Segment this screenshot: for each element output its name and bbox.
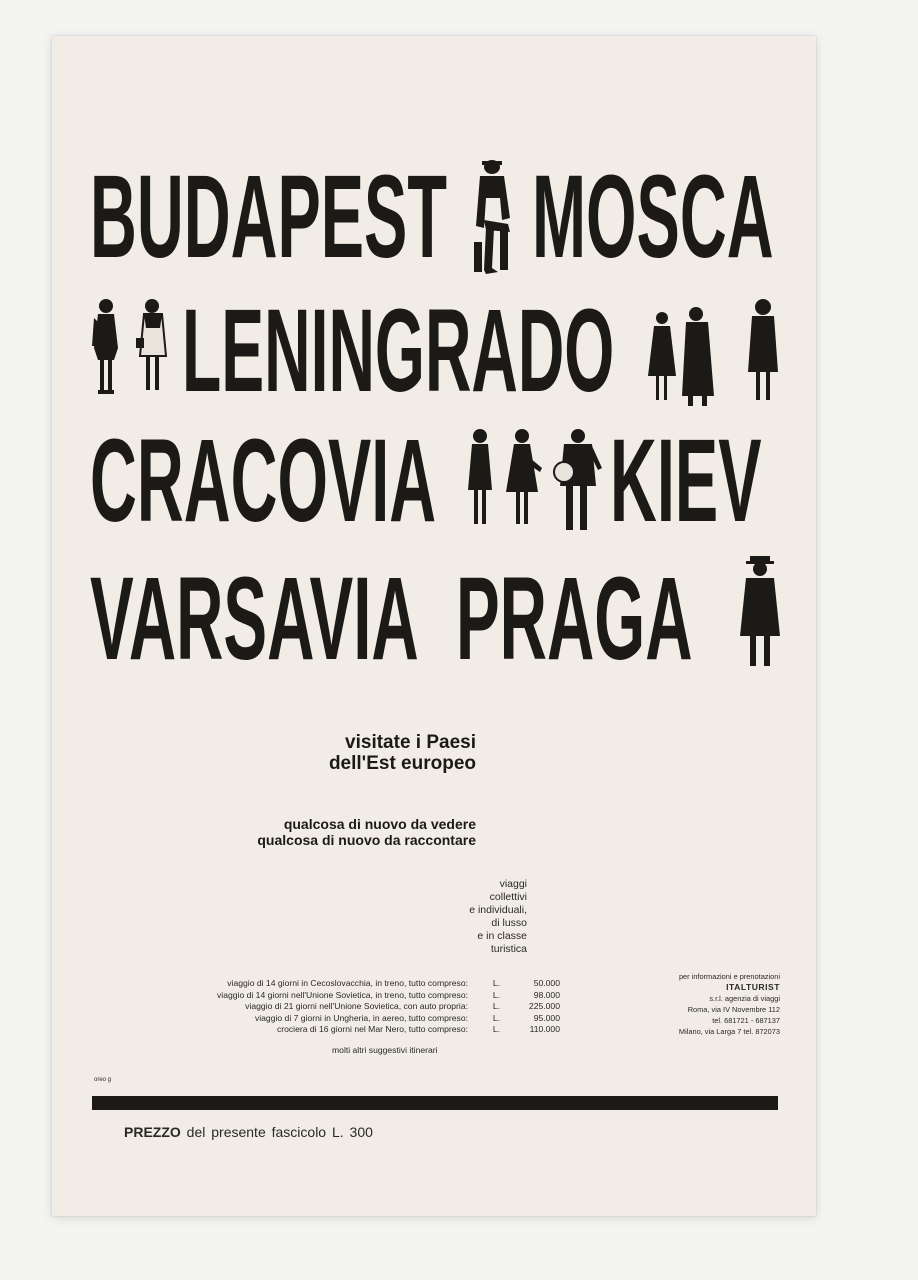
slogan-line2: dell'Est europeo (328, 753, 476, 774)
city-kiev: KIEV (610, 415, 762, 547)
slogan-line1: visitate i Paesi (345, 732, 476, 753)
offer-row (112, 1001, 560, 1013)
agency-rome-phone: tel. 681721 - 687137 (712, 1016, 780, 1025)
offer-row (112, 1024, 560, 1036)
offer-description: viaggio di 14 giorni in Cecoslovacchia, in treno, tutto compreso: (227, 978, 468, 988)
slogan-line4: qualcosa di nuovo da raccontare (257, 832, 476, 848)
woman-figure-icon (92, 298, 122, 396)
man-coat-hat-figure-icon (738, 556, 782, 670)
list-item: turistica (490, 943, 527, 955)
woman-coat-figure-icon (746, 298, 780, 404)
slogan-line3: qualcosa di nuovo da vedere (283, 816, 476, 832)
price-label: PREZZO (124, 1124, 181, 1140)
city-varsavia: VARSAVIA (90, 553, 419, 685)
woman-with-bag-figure-icon (136, 298, 170, 396)
offer-currency: L. (492, 1024, 500, 1035)
agency-brand: ITALTURIST (726, 982, 780, 992)
man-with-ball-figure-icon (550, 428, 604, 534)
offer-row (112, 978, 560, 990)
offer-row (112, 990, 560, 1002)
offer-currency: L. (492, 1012, 500, 1023)
mother-child-figure-icon (648, 306, 718, 406)
travel-types-list (417, 878, 527, 956)
list-item: viaggi (499, 878, 527, 890)
offer-description: viaggio di 14 giorni nell'Unione Sovietica, in treno, tutto compreso: (216, 989, 468, 1000)
offer-row (112, 1013, 560, 1025)
price-line (124, 1124, 373, 1140)
more-itineraries: molti altri suggestivi itinerari (332, 1045, 438, 1055)
list-item: di lusso (491, 917, 527, 929)
divider-bar (92, 1096, 778, 1110)
slogan-visitate (222, 732, 476, 774)
city-praga: PRAGA (456, 553, 693, 685)
offer-description: viaggio di 7 giorni in Ungheria, in aereo, tutto compreso: (254, 1012, 468, 1023)
city-cracovia: CRACOVIA (90, 415, 437, 547)
city-leningrado: LENINGRADO (182, 285, 615, 417)
agency-rome-address: Roma, via IV Novembre 112 (687, 1005, 780, 1014)
list-item: e individuali, (469, 904, 527, 916)
price-text: del presente fascicolo L. 300 (186, 1124, 373, 1140)
offer-amount: 225.000 (528, 1001, 560, 1012)
offer-currency: L. (492, 1001, 500, 1012)
slogan-qualcosa (82, 816, 476, 848)
print-code: oreo g (94, 1077, 112, 1083)
agency-company: s.r.l. agenzia di viaggi (709, 994, 780, 1003)
woman-skirt-figure-icon (466, 428, 496, 528)
agency-info (632, 971, 780, 1037)
info-intro: per informazioni e prenotazioni (678, 972, 780, 981)
offer-description: crociera di 16 giorni nel Mar Nero, tutto compreso: (276, 1024, 468, 1035)
offer-amount: 98.000 (533, 989, 560, 1000)
offer-description: viaggio di 21 giorni nell'Unione Sovietica, con auto propria: (245, 1001, 468, 1012)
woman-dress-figure-icon (504, 428, 544, 528)
city-mosca: MOSCA (532, 151, 774, 283)
agency-milan: Milano, via Larga 7 tel. 872073 (678, 1027, 780, 1036)
list-item: collettivi (489, 891, 527, 903)
city-budapest: BUDAPEST (90, 151, 447, 283)
offer-currency: L. (492, 978, 500, 988)
offer-amount: 50.000 (533, 978, 560, 988)
offer-amount: 95.000 (533, 1012, 560, 1023)
offer-amount: 110.000 (529, 1024, 560, 1035)
list-item: e in classe (477, 930, 527, 942)
brochure-page (52, 36, 816, 1216)
seated-man-figure-icon (472, 158, 514, 276)
offer-currency: L. (492, 989, 500, 1000)
offers-list (112, 978, 560, 1036)
